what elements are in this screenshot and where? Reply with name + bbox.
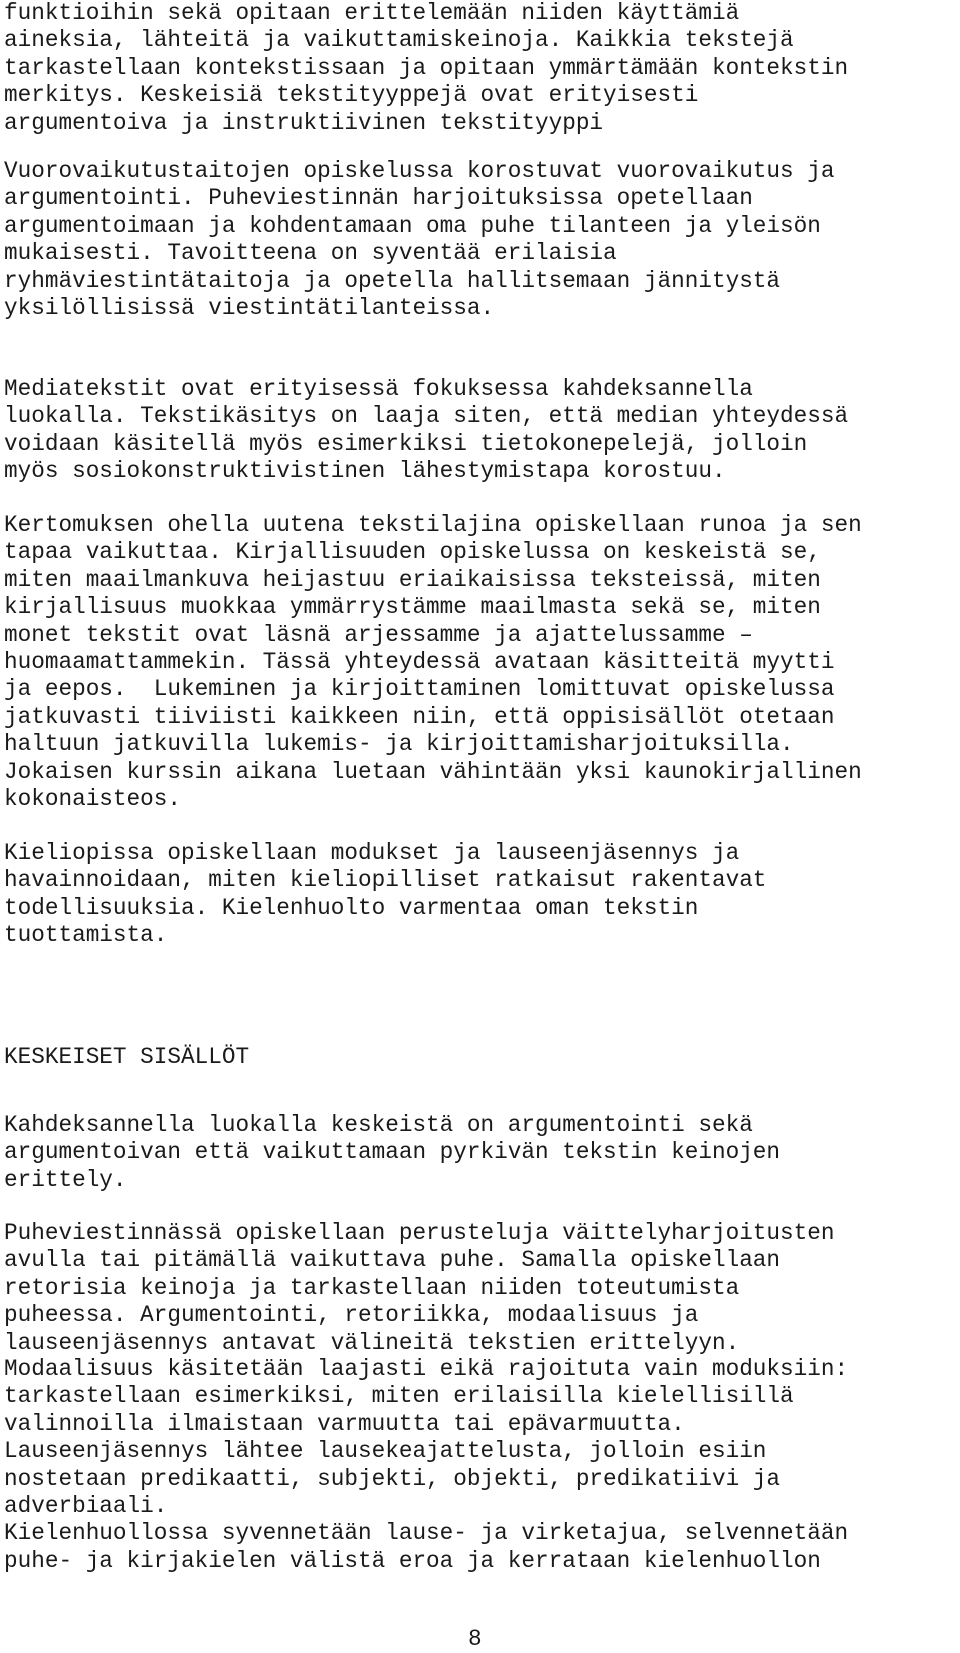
section-heading: KESKEISET SISÄLLÖT — [4, 1044, 250, 1070]
paragraph-media-texts: Mediatekstit ovat erityisessä fokuksessa kahdeksannella luokalla. Tekstikäsitys on laaja siten, että median yhteydessä voidaan käsitellä myös esimerkiksi tietokonepelejä, jolloin myös sosiokonstruktivistinen lähestymistapa korostuu. — [4, 376, 849, 485]
paragraph-literature: Kertomuksen ohella uutena tekstilajina opiskellaan runoa ja sen tapaa vaikuttaa. Kirjallisuuden opiskelussa on keskeistä se, miten maailmankuva heijastuu eriaikaisissa teksteissä, miten kirjallisuus muokkaa ymmärrystämme maailmasta sekä se, miten monet tekstit ovat läsnä arjessamme ja ajattelussamme – huomaamattammekin. Tässä yhteydessä avataan käsitteitä myytti ja eepos. Lukeminen ja kirjoittaminen lomittuvat opiskelussa jatkuvasti tiiviisti kaikkeen niin, että oppisisällöt otetaan haltuun jatkuvilla lukemis- ja kirjoittamisharjoituksilla. Jokaisen kurssin aikana luetaan vähintään yksi kaunokirjallinen kokonaisteos. — [4, 512, 862, 813]
paragraph-grammar: Kieliopissa opiskellaan modukset ja lauseenjäsennys ja havainnoidaan, miten kieliopilliset ratkaisut rakentavat todellisuuksia. Kielenhuolto varmentaa oman tekstin tuottamista. — [4, 840, 767, 949]
paragraph-curriculum-intro: funktioihin sekä opitaan erittelemään niiden käyttämiä aineksia, lähteitä ja vaikuttamiskeinoja. Kaikkia tekstejä tarkastellaan kontekstissaan ja opitaan ymmärtämään kontekstin merkitys. Keskeisiä tekstityyppejä ovat erityisesti argumentoiva ja instruktiivinen tekstityyppi — [4, 0, 849, 136]
page-number: 8 — [468, 1626, 482, 1652]
paragraph-argumentation: Kahdeksannella luokalla keskeistä on argumentointi sekä argumentoivan että vaikuttamaan pyrkivän tekstin keinojen erittely. — [4, 1112, 781, 1193]
paragraph-interaction-skills: Vuorovaikutustaitojen opiskelussa korostuvat vuorovaikutus ja argumentointi. Puheviestinnän harjoituksissa opetellaan argumentoimaan ja kohdentamaan oma puhe tilanteen ja yleisön mukaisesti. Tavoitteena on syventää erilaisia ryhmäviestintätaitoja ja opetella hallitsemaan jännitystä yksilöllisissä viestintätilanteissa. — [4, 158, 835, 322]
paragraph-oral-communication: Puheviestinnässä opiskellaan perusteluja väittelyharjoitusten avulla tai pitämällä vaikuttava puhe. Samalla opiskellaan retorisia keinoja ja tarkastellaan niiden toteutumista puheessa. Argumentointi, retoriikka, modaalisuus ja lauseenjäsennys antavat välineitä tekstien erittelyyn. — [4, 1220, 835, 1356]
paragraph-modality: Modaalisuus käsitetään laajasti eikä rajoituta vain moduksiin: tarkastellaan esimerkiksi, miten erilaisilla kielellisillä valinnoilla ilmaistaan varmuutta tai epävarmuutta. Lauseenjäsennys lähtee lausekeajattelusta, jolloin esiin nostetaan predikaatti, subjekti, objekti, predikatiivi ja adverbiaali. Kielenhuollossa syvennetään lause- ja virketajua, selvennetään puhe- ja kirjakielen välistä eroa ja kerrataan kielenhuollon — [4, 1356, 849, 1574]
